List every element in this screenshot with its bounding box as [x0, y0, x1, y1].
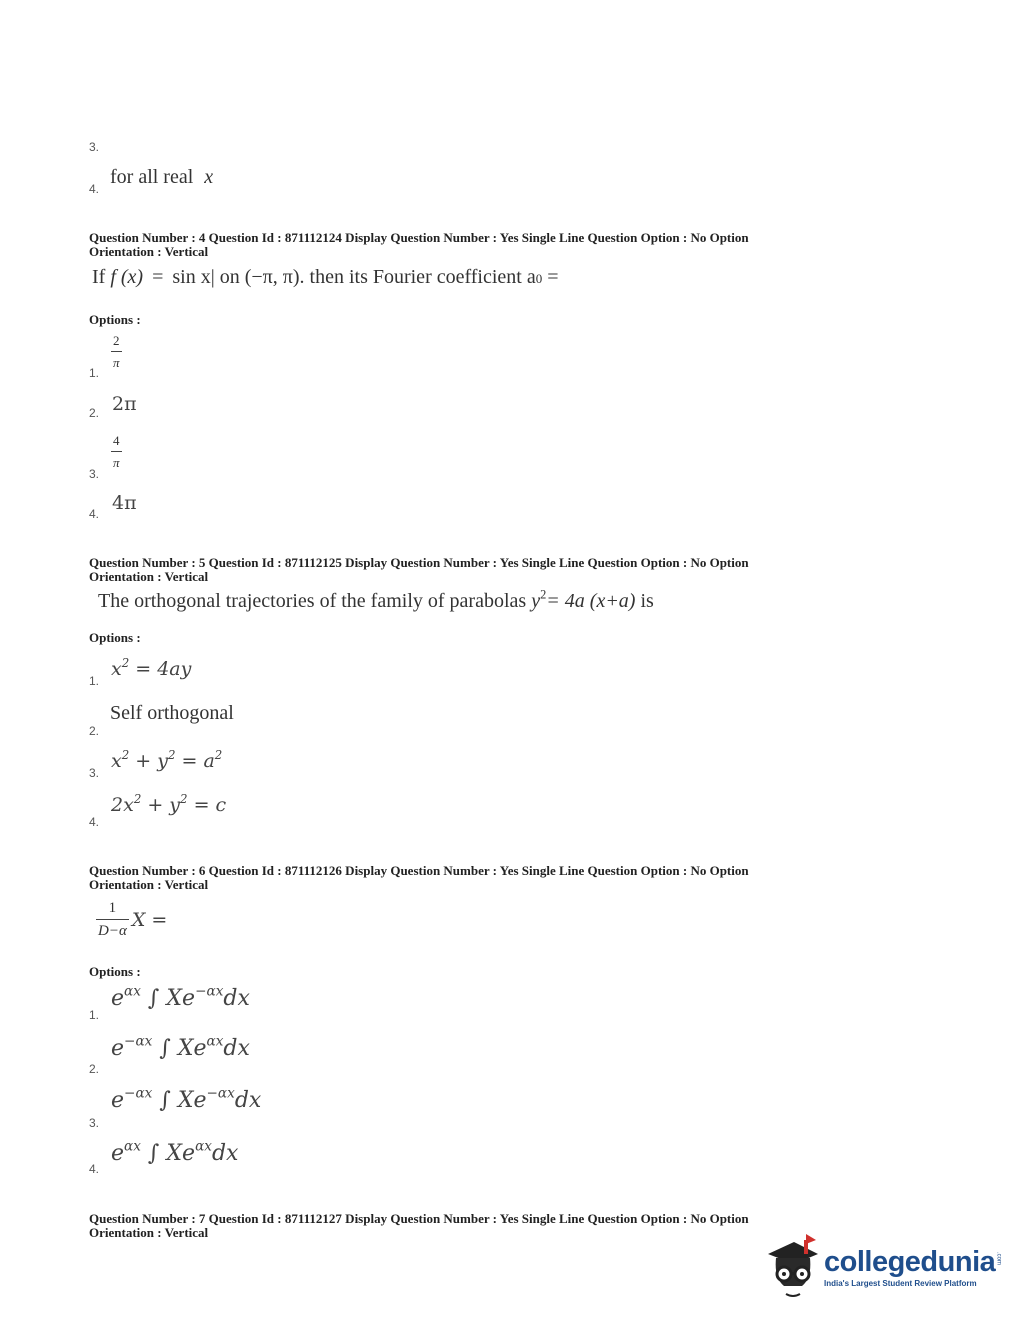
- int-term: e: [111, 1141, 125, 1166]
- option-equation: [111, 747, 223, 772]
- int-differential: dx: [223, 986, 250, 1011]
- question-6-meta: [89, 864, 749, 892]
- question-meta-line: Question Number : 4 Question Id : 871112124 Display Question Number : Yes Single Line Question Option : No Option: [89, 230, 749, 245]
- q-equation: = 4a (x+a): [546, 590, 636, 612]
- eq-exponent: 2: [121, 747, 130, 762]
- option-text: 2π: [112, 393, 137, 415]
- q-subscript: 0: [535, 271, 543, 286]
- q-exponent: 2: [540, 587, 547, 602]
- question-6-text: [96, 900, 167, 940]
- integral-sign: ∫: [159, 1036, 171, 1061]
- option-number: 4.: [89, 182, 100, 196]
- question-meta-line: Question Number : 7 Question Id : 871112127 Display Question Number : Yes Single Line Question Option : No Option: [89, 1211, 749, 1226]
- option-text: [110, 166, 213, 189]
- question-5-meta: [89, 556, 749, 584]
- eq-term: 2x: [111, 794, 134, 816]
- option-number: 4.: [89, 815, 100, 829]
- options-label: Options :: [89, 630, 141, 645]
- int-term: e: [111, 1088, 125, 1113]
- option-number: 1.: [89, 674, 100, 688]
- q-on: on: [219, 266, 240, 288]
- question-meta-line: Orientation : Vertical: [89, 1225, 209, 1240]
- q-word: If: [92, 266, 106, 288]
- eq-term: = c: [187, 794, 227, 816]
- question-7-meta: [89, 1211, 749, 1240]
- eq-term: + y: [141, 794, 181, 816]
- int-term: Xe: [177, 1088, 207, 1113]
- option-number: 3.: [89, 766, 100, 780]
- brand-suffix: .com: [995, 1252, 1002, 1266]
- integral-sign: ∫: [147, 986, 160, 1011]
- option-number: 2.: [89, 1062, 100, 1076]
- eq-term: x: [111, 750, 122, 772]
- numerator: 1: [108, 900, 117, 916]
- brand-tagline: India's Largest Student Review Platform: [824, 1279, 977, 1288]
- denominator: π: [111, 351, 122, 371]
- options-label: Options :: [89, 312, 141, 327]
- option-number: 1.: [89, 1008, 100, 1022]
- graduate-mascot-icon: [764, 1234, 822, 1300]
- eq-term: + y: [129, 750, 168, 772]
- int-differential: dx: [223, 1036, 250, 1061]
- eq-exponent: 2: [214, 747, 223, 762]
- question-4-meta: [89, 231, 749, 259]
- logo-text: [824, 1246, 1001, 1288]
- int-exponent: −αx: [124, 1085, 153, 1102]
- eq-exponent: 2: [167, 747, 176, 762]
- int-exponent: αx: [195, 1138, 212, 1155]
- option-fraction: [111, 433, 122, 471]
- int-term: Xe: [177, 1036, 207, 1061]
- int-differential: dx: [211, 1141, 239, 1166]
- int-term: Xe: [166, 1141, 196, 1166]
- eq-term: = 4ay: [129, 658, 192, 680]
- option-label: for all real: [110, 166, 194, 188]
- int-exponent: −αx: [124, 1033, 153, 1050]
- q-interval: (−π, π).: [244, 266, 305, 288]
- option-integral: [111, 1138, 239, 1166]
- question-meta-line: Orientation : Vertical: [89, 877, 209, 892]
- int-exponent: αx: [124, 983, 141, 1000]
- fraction: [111, 333, 122, 371]
- option-fraction: [111, 333, 122, 371]
- q-is: is: [640, 590, 654, 612]
- fraction: [111, 433, 122, 471]
- option-number: 4.: [89, 1162, 100, 1176]
- eq-term: x: [111, 658, 122, 680]
- option-number: 1.: [89, 366, 100, 380]
- q-rest: then its Fourier coefficient a: [309, 266, 536, 288]
- question-meta-line: Orientation : Vertical: [89, 569, 209, 584]
- int-term: e: [111, 986, 125, 1011]
- eq-exponent: 2: [133, 791, 142, 806]
- question-meta-line: Orientation : Vertical: [89, 244, 209, 259]
- options-label: Options :: [89, 964, 141, 979]
- int-exponent: −αx: [195, 983, 224, 1000]
- int-exponent: αx: [124, 1138, 141, 1155]
- brand-name: collegedunia: [824, 1246, 996, 1278]
- option-integral: [111, 1085, 262, 1113]
- int-exponent: −αx: [206, 1085, 235, 1102]
- question-meta-line: Question Number : 6 Question Id : 871112126 Display Question Number : Yes Single Line Question Option : No Option: [89, 863, 749, 878]
- option-integral: [111, 1033, 250, 1061]
- int-term: Xe: [166, 986, 196, 1011]
- option-number: 3.: [89, 1116, 100, 1130]
- denominator: π: [111, 451, 122, 471]
- option-number: 4.: [89, 507, 100, 521]
- eq-term: = a: [175, 750, 215, 772]
- fraction: [96, 900, 129, 940]
- option-variable: x: [204, 166, 214, 188]
- numerator: 4: [113, 433, 120, 448]
- option-integral: [111, 983, 250, 1011]
- q-function: f (x): [110, 266, 144, 288]
- denominator: D−α: [96, 919, 129, 940]
- option-number: 3.: [89, 467, 100, 481]
- option-equation: [111, 655, 192, 680]
- option-text: Self orthogonal: [110, 702, 234, 724]
- integral-sign: ∫: [147, 1141, 160, 1166]
- option-text: 4π: [112, 492, 137, 514]
- q-equals: =: [152, 266, 164, 288]
- option-number: 3.: [89, 140, 100, 154]
- option-number: 2.: [89, 406, 100, 420]
- question-meta-line: Question Number : 5 Question Id : 871112125 Display Question Number : Yes Single Line Question Option : No Option: [89, 555, 749, 570]
- integral-sign: ∫: [159, 1088, 171, 1113]
- int-exponent: αx: [206, 1033, 224, 1050]
- numerator: 2: [113, 333, 120, 348]
- option-equation: [111, 791, 227, 816]
- question-4-text: [92, 266, 559, 289]
- eq-exponent: 2: [180, 791, 188, 806]
- q-sin: sin x|: [172, 266, 215, 288]
- option-number: 2.: [89, 724, 100, 738]
- question-5-text: [98, 587, 654, 613]
- int-term: e: [111, 1036, 125, 1061]
- int-differential: dx: [234, 1088, 262, 1113]
- collegedunia-logo: [764, 1234, 1001, 1300]
- eq-exponent: 2: [121, 655, 130, 670]
- q-rhs: X =: [131, 909, 168, 931]
- q-end: =: [542, 266, 559, 288]
- q-y: y: [531, 590, 541, 612]
- q-main: The orthogonal trajectories of the family of parabolas: [98, 590, 527, 612]
